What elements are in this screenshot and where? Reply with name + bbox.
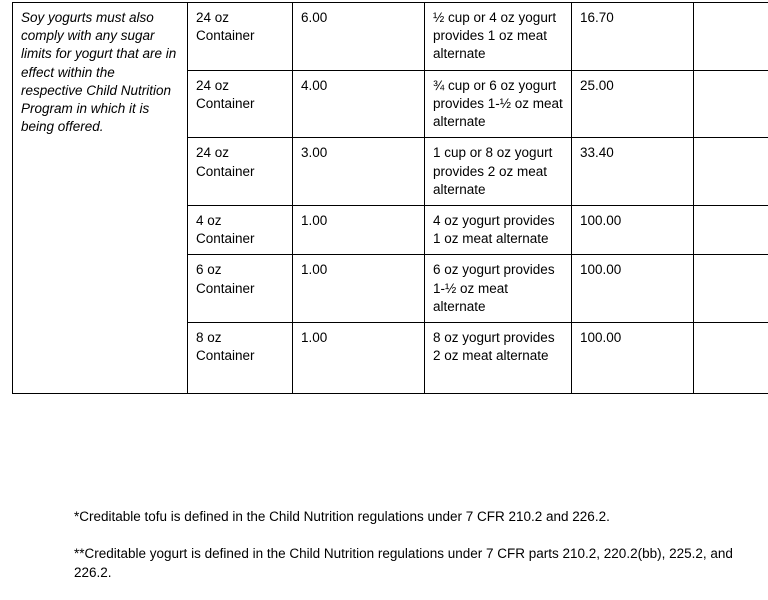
percent-cell: 16.70 bbox=[572, 3, 694, 71]
container-size-cell bbox=[188, 255, 293, 323]
container-size-stack bbox=[196, 77, 284, 113]
amount-cell: 1.00 bbox=[293, 323, 425, 394]
serving-description-cell: 1 cup or 8 oz yogurt provides 2 oz meat alternate bbox=[425, 138, 572, 206]
footnotes-section bbox=[74, 493, 734, 600]
soy-yogurt-note-cell bbox=[13, 3, 188, 394]
table-row bbox=[13, 3, 768, 71]
percent-cell: 100.00 bbox=[572, 205, 694, 254]
serving-description-cell: 4 oz yogurt provides 1 oz meat alternate bbox=[425, 205, 572, 254]
percent-cell: 100.00 bbox=[572, 255, 694, 323]
container-size-line1: 24 oz bbox=[196, 77, 284, 95]
container-size-stack bbox=[196, 261, 284, 297]
container-size-cell bbox=[188, 205, 293, 254]
yogurt-crediting-table bbox=[12, 2, 768, 394]
blank-cell bbox=[694, 3, 768, 71]
blank-cell bbox=[694, 138, 768, 206]
amount-cell: 3.00 bbox=[293, 138, 425, 206]
blank-cell bbox=[694, 255, 768, 323]
footnote-yogurt: **Creditable yogurt is defined in the Child Nutrition regulations under 7 CFR parts 210.2, 220.2(bb), 225.2, and 226.2. bbox=[74, 544, 734, 582]
container-size-line2: Container bbox=[196, 230, 284, 248]
blank-cell bbox=[694, 323, 768, 394]
amount-cell: 6.00 bbox=[293, 3, 425, 71]
footnote-tofu: *Creditable tofu is defined in the Child Nutrition regulations under 7 CFR 210.2 and 226.2. bbox=[74, 507, 734, 526]
container-size-line1: 4 oz bbox=[196, 212, 284, 230]
container-size-line2: Container bbox=[196, 280, 284, 298]
container-size-cell bbox=[188, 138, 293, 206]
container-size-line2: Container bbox=[196, 27, 284, 45]
container-size-line1: 8 oz bbox=[196, 329, 284, 347]
amount-cell: 4.00 bbox=[293, 70, 425, 138]
container-size-line2: Container bbox=[196, 163, 284, 181]
soy-yogurt-note-text: Soy yogurts must also comply with any sugar limits for yogurt that are in effect within the respective Child Nutrition Program in which it is being offered. bbox=[21, 9, 179, 137]
container-size-cell bbox=[188, 70, 293, 138]
serving-description-cell: ½ cup or 4 oz yogurt provides 1 oz meat alternate bbox=[425, 3, 572, 71]
percent-cell: 100.00 bbox=[572, 323, 694, 394]
serving-description-cell: 6 oz yogurt provides 1-½ oz meat alternate bbox=[425, 255, 572, 323]
percent-cell: 25.00 bbox=[572, 70, 694, 138]
serving-description-cell: ¾ cup or 6 oz yogurt provides 1-½ oz meat alternate bbox=[425, 70, 572, 138]
blank-cell bbox=[694, 205, 768, 254]
container-size-line1: 24 oz bbox=[196, 9, 284, 27]
container-size-line2: Container bbox=[196, 95, 284, 113]
container-size-line1: 24 oz bbox=[196, 144, 284, 162]
serving-description-cell: 8 oz yogurt provides 2 oz meat alternate bbox=[425, 323, 572, 394]
amount-cell: 1.00 bbox=[293, 255, 425, 323]
container-size-stack bbox=[196, 329, 284, 365]
container-size-stack bbox=[196, 9, 284, 45]
container-size-stack bbox=[196, 212, 284, 248]
percent-cell: 33.40 bbox=[572, 138, 694, 206]
container-size-cell bbox=[188, 3, 293, 71]
blank-cell bbox=[694, 70, 768, 138]
amount-cell: 1.00 bbox=[293, 205, 425, 254]
container-size-line2: Container bbox=[196, 347, 284, 365]
container-size-stack bbox=[196, 144, 284, 180]
container-size-cell bbox=[188, 323, 293, 394]
container-size-line1: 6 oz bbox=[196, 261, 284, 279]
table-body bbox=[13, 3, 768, 394]
